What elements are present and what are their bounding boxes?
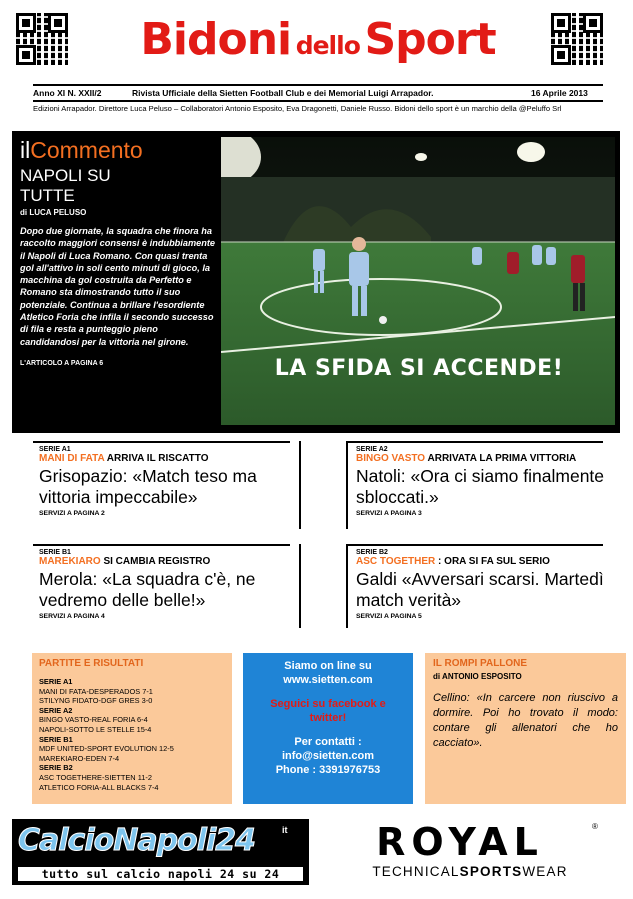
calcio-brand-it: it	[282, 825, 288, 835]
editorial-line: Edizioni Arrapador. Direttore Luca Peluso – Collaboratori Antonio Esposito, Eva Dragonetti, Daniele Russo. Bidoni dello sport è un marchio della @Peluffo Srl	[33, 104, 562, 113]
results-serie: SERIE A2	[39, 705, 73, 715]
phone-number: Phone : 3391976753	[275, 764, 381, 776]
rompi-quote: Cellino: «In carcere non riuscivo a dormire. Poi ho trovato il modo: contare gli allenatori che ho cacciato».	[433, 692, 618, 749]
news-rule	[346, 544, 603, 546]
news-kicker-text: ARRIVATA LA PRIMA VITTORIA	[427, 453, 577, 464]
result-row: MANI DI FATA-DESPERADOS 7-1	[39, 686, 153, 696]
facebook-twitter-link[interactable]: Seguici su facebook e twitter!	[270, 698, 386, 724]
calcionapoli-logo	[18, 823, 255, 858]
tagline: Rivista Ufficiale della Sietten Football Club e dei Memorial Luigi Arrapador.	[132, 88, 434, 98]
news-divider	[299, 544, 301, 628]
rompi-byline: di ANTONIO ESPOSITO	[433, 672, 522, 681]
qr-code-left	[16, 13, 68, 65]
news-kicker	[356, 453, 611, 464]
calcionapoli24-ad[interactable]	[12, 819, 309, 885]
contacts-box	[243, 653, 413, 804]
news-team: BINGO VASTO	[356, 453, 426, 464]
royal-logo: ROYAL	[376, 820, 544, 864]
news-team: MANI DI FATA	[39, 453, 105, 464]
title-part2: dello	[295, 31, 360, 60]
news-servizi: SERVIZI A PAGINA 4	[39, 613, 105, 620]
contacts-label: Per contatti :	[294, 736, 362, 748]
commento-footer: L'ARTICOLO A PAGINA 6	[20, 359, 104, 367]
photo-caption: LA SFIDA SI ACCENDE!	[274, 356, 564, 381]
masthead-rule-top	[33, 84, 603, 86]
news-serie: SERIE A1	[39, 446, 71, 453]
website-link[interactable]: www.sietten.com	[283, 674, 373, 686]
result-row: NAPOLI-SOTTO LE STELLE 15-4	[39, 724, 152, 734]
result-row: ATLETICO FORIA-ALL BLACKS 7-4	[39, 782, 159, 792]
royal-sub2: SPORTS	[459, 864, 523, 879]
royal-subtitle	[330, 864, 610, 879]
commento-headline: NAPOLI SU TUTTE	[20, 166, 111, 205]
result-row: ASC TOGETHERE-SIETTEN 11-2	[39, 772, 152, 782]
issue-number: Anno XI N. XXII/2	[33, 88, 102, 98]
news-serie: SERIE B2	[356, 549, 388, 556]
partite-title: PARTITE E RISULTATI	[39, 658, 144, 669]
news-item-serie-a1[interactable]	[39, 446, 294, 517]
kicker-il: il	[20, 137, 31, 163]
issue-date: 16 Aprile 2013	[531, 88, 588, 98]
news-divider	[346, 441, 348, 529]
news-divider	[346, 544, 348, 628]
rompi-pallone-box	[425, 653, 626, 804]
commento-kicker	[20, 137, 216, 164]
news-kicker	[39, 556, 294, 567]
match-photo	[221, 137, 615, 425]
results-serie: SERIE B2	[39, 763, 73, 773]
news-servizi: SERVIZI A PAGINA 2	[39, 510, 105, 517]
royal-ad[interactable]	[330, 820, 620, 886]
email-link[interactable]: info@sietten.com	[281, 750, 374, 762]
commento-column	[20, 137, 216, 367]
news-kicker	[39, 453, 294, 464]
news-team: MAREKIARO	[39, 556, 101, 567]
calcio-tagline: tutto sul calcio napoli 24 su 24	[18, 867, 303, 881]
result-row: STILYNG FIDATO-DGF GRES 3-0	[39, 696, 153, 706]
online-line1: Siamo on line su	[284, 660, 372, 672]
news-kicker-text: ARRIVA IL RISCATTO	[106, 453, 209, 464]
royal-sub3: WEAR	[522, 864, 568, 879]
news-headline: Galdi «Avversari scarsi. Martedì match verità»	[356, 569, 604, 610]
news-item-serie-b1[interactable]	[39, 549, 294, 620]
news-servizi: SERVIZI A PAGINA 3	[356, 510, 422, 517]
results-list	[39, 677, 229, 792]
result-row: MAREKIARO-EDEN 7-4	[39, 753, 120, 763]
kicker-commento: Commento	[30, 137, 143, 163]
commento-byline: di LUCA PELUSO	[20, 208, 87, 217]
rompi-title: IL ROMPI PALLONE	[433, 658, 528, 669]
news-team: ASC TOGETHER	[356, 556, 436, 567]
title-part1: Bidoni	[140, 14, 292, 65]
feature-box	[12, 131, 620, 433]
results-serie: SERIE B1	[39, 734, 73, 744]
news-rule	[346, 441, 603, 443]
news-headline: Grisopazio: «Match teso ma vittoria impeccabile»	[39, 466, 257, 507]
partite-risultati-box	[32, 653, 232, 804]
calcio-brand-text: CalcioNapoli	[18, 823, 216, 858]
masthead-rule-mid	[33, 100, 603, 102]
news-rule	[33, 441, 290, 443]
news-servizi: SERVIZI A PAGINA 5	[356, 613, 422, 620]
royal-sub1: TECHNICAL	[372, 864, 460, 879]
news-serie: SERIE A2	[356, 446, 388, 453]
news-kicker-text: SI CAMBIA REGISTRO	[103, 556, 211, 567]
result-row: BINGO VASTO-REAL FORIA 6-4	[39, 715, 148, 725]
title-part3: Sport	[364, 14, 496, 65]
masthead-title	[116, 14, 520, 65]
news-item-serie-a2[interactable]	[356, 446, 611, 517]
news-rule	[33, 544, 290, 546]
qr-code-right	[551, 13, 603, 65]
commento-body: Dopo due giornate, la squadra che finora ha raccolto maggiori consensi è indubbiamente il Napoli di Luca Romano. Con quasi trenta gol all'attivo in soli cento minuti di gioco, la macchina da gol costruita da Perfetto e Romano sta dimostrando tutto il suo potenziale. Continua a brillare l'esordiente Atletico Foria che infila il secondo successo di fila e resta a punteggio pieno candidandosi per la vittoria nel girone.	[20, 226, 216, 347]
news-item-serie-b2[interactable]	[356, 549, 611, 620]
result-row: MDF UNITED-SPORT EVOLUTION 12-5	[39, 744, 174, 754]
news-headline: Merola: «La squadra c'è, ne vedremo delle belle!»	[39, 569, 256, 610]
news-divider	[299, 441, 301, 529]
news-serie: SERIE B1	[39, 549, 71, 556]
news-kicker	[356, 556, 611, 567]
news-kicker-text: : ORA SI FA SUL SERIO	[435, 556, 550, 567]
news-headline: Natoli: «Ora ci siamo finalmente sbloccati.»	[356, 466, 605, 507]
results-serie: SERIE A1	[39, 677, 73, 686]
pitch-illustration	[221, 137, 615, 425]
registered-mark-icon: ®	[592, 822, 598, 831]
calcio-brand-num: 24	[215, 823, 255, 858]
